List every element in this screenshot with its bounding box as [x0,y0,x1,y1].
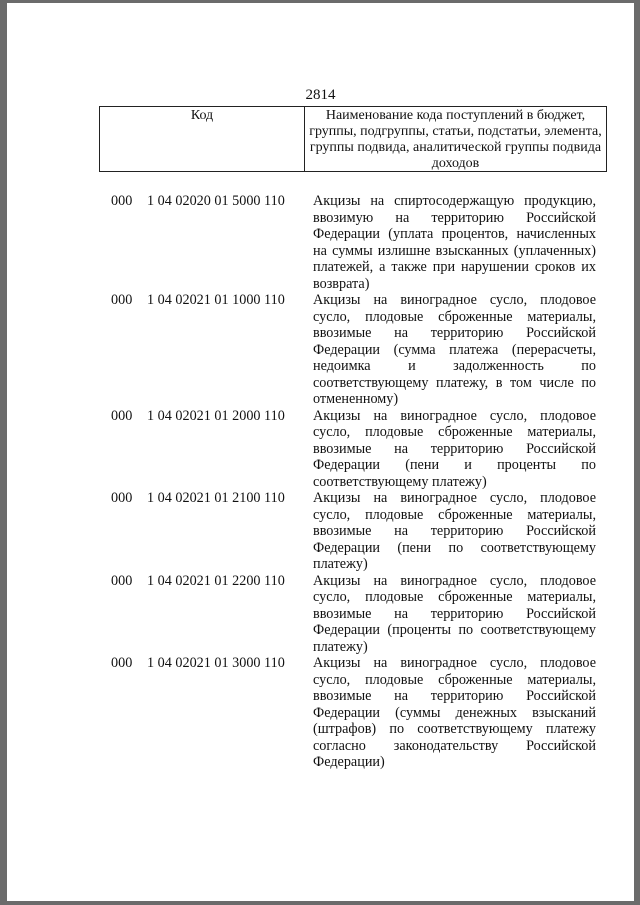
admin-code: 000 [111,407,133,424]
admin-code: 000 [111,193,133,209]
income-description: Акцизы на спиртосодержащую продукцию, ввозимую на территорию Российской Федерации (уплата процентов, начисленных на суммы излишне взысканных (уплаченных) платежей, а также при нарушении сроков их возврата) [313,193,596,292]
admin-code: 000 [111,292,133,308]
income-code: 1 04 02021 01 2200 110 [147,572,285,589]
income-code: 1 04 02021 01 3000 110 [147,655,285,671]
income-code: 1 04 02021 01 1000 110 [147,292,285,308]
table-row [7,193,634,292]
header-table [99,106,607,172]
admin-code: 000 [111,572,133,589]
admin-code: 000 [111,490,133,506]
income-description: Акцизы на виноградное сусло, плодовое сусло, плодовые сброженные материалы, ввозимые на территорию Российской Федерации (проценты по соответствующему платежу) [313,572,596,655]
entries-list [7,193,634,771]
table-row [7,408,634,491]
income-description: Акцизы на виноградное сусло, плодовое сусло, плодовые сброженные материалы, ввозимые на территорию Российской Федерации (пени и проценты по соответствующему платежу) [313,407,596,490]
income-code: 1 04 02021 01 2100 110 [147,490,285,506]
document-page [7,3,634,901]
header-name-cell: Наименование кода поступлений в бюджет, группы, подгруппы, статьи, подстатьи, элемента, группы подвида, аналитической группы подвида доходов [309,108,602,171]
income-code: 1 04 02021 01 2000 110 [147,407,285,424]
table-row [7,490,634,573]
admin-code: 000 [111,655,133,671]
table-row [7,655,634,771]
income-description: Акцизы на виноградное сусло, плодовое сусло, плодовые сброженные материалы, ввозимые на территорию Российской Федерации (пени по соответствующему платежу) [313,490,596,572]
header-code-cell: Код [100,107,305,171]
table-row [7,292,634,408]
table-row [7,573,634,656]
income-description: Акцизы на виноградное сусло, плодовое сусло, плодовые сброженные материалы, ввозимые на территорию Российской Федерации (суммы денежных взысканий (штрафов) по соответствующему платежу согласно законодательству Российской Федерации) [313,655,596,770]
page-number: 2814 [305,87,336,103]
income-description: Акцизы на виноградное сусло, плодовое сусло, плодовые сброженные материалы, ввозимые на территорию Российской Федерации (сумма платежа (перерасчеты, недоимка и задолженность по соответствующему платежу, в том числе по отмененному) [313,292,596,407]
income-code: 1 04 02020 01 5000 110 [147,193,285,209]
